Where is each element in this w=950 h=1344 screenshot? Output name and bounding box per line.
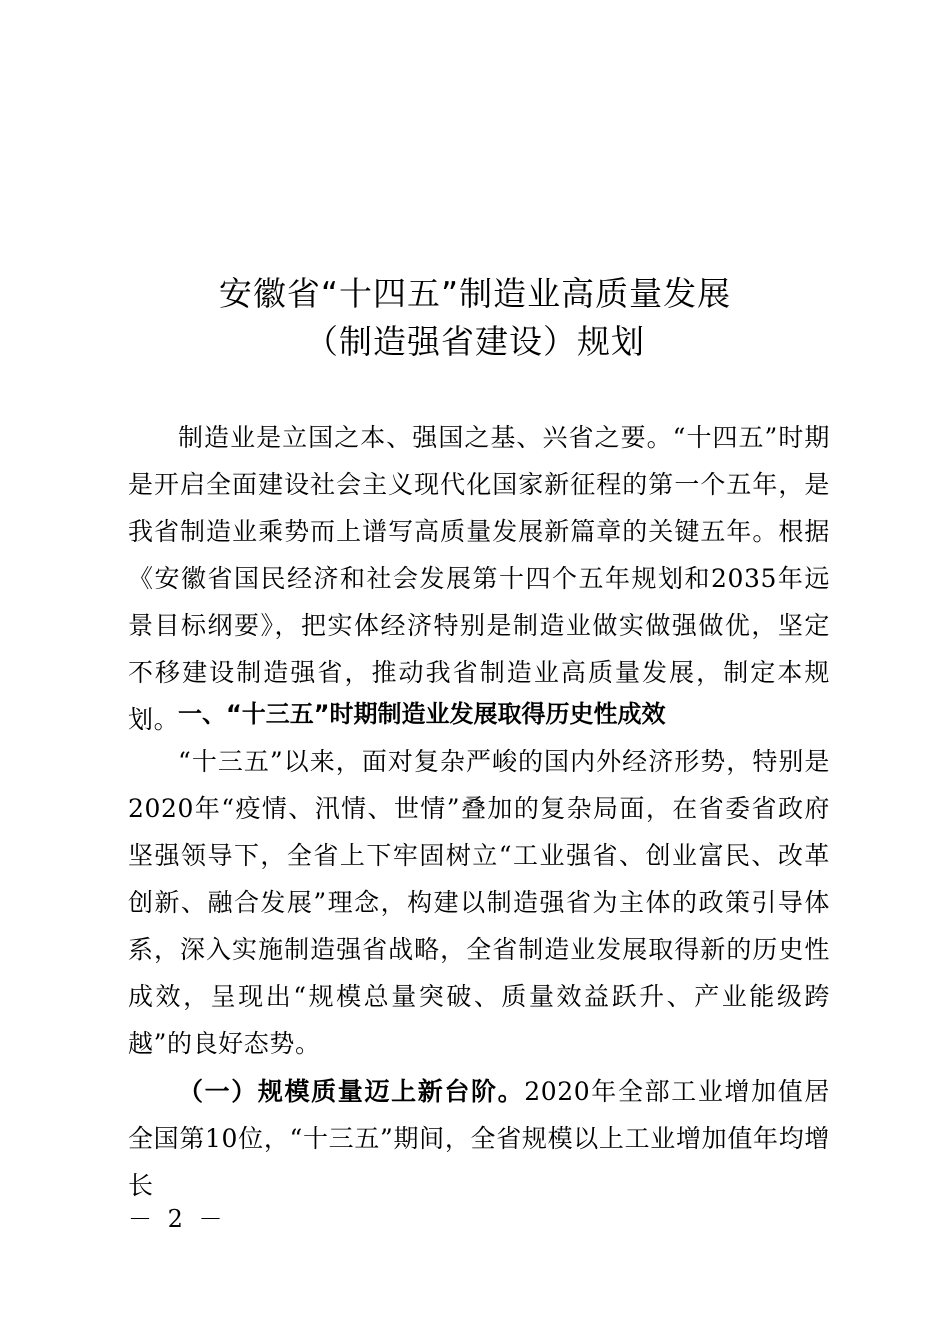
subsection-1-paragraph	[128, 1068, 830, 1209]
page-number: － 2 －	[128, 1205, 227, 1233]
subsection-1-body: 2020年全部工业增加值居全国第10位，“十三五”期间，全省规模以上工业增加值年均增长	[128, 1077, 830, 1200]
subsection-1-lead: （一）规模质量迈上新台阶。	[178, 1077, 525, 1106]
intro-paragraph: 制造业是立国之本、强国之基、兴省之要。“十四五”时期是开启全面建设社会主义现代化国家新征程的第一个五年，是我省制造业乘势而上谱写高质量发展新篇章的关键五年。根据《安徽省国民经济和社会发展第十四个五年规划和2035年远景目标纲要》，把实体经济特别是制造业做实做强做优，坚定不移建设制造强省，推动我省制造业高质量发展，制定本规划。	[128, 423, 830, 734]
document-title-line-1: 安徽省“十四五”制造业高质量发展	[218, 274, 732, 313]
section-1-paragraph: “十三五”以来，面对复杂严峻的国内外经济形势，特别是2020年“疫情、汛情、世情”叠加的复杂局面，在省委省政府坚强领导下，全省上下牢固树立“工业强省、创业富民、改革创新、融合发展”理念，构建以制造强省为主体的政策引导体系，深入实施制造强省战略，全省制造业发展取得新的历史性成效，呈现出“规模总量突破、质量效益跃升、产业能级跨越”的良好态势。	[128, 747, 830, 1058]
section-heading-1: 一、“十三五”时期制造业发展取得历史性成效	[178, 700, 666, 728]
document-title-line-2: （制造强省建设）规划	[305, 322, 645, 361]
